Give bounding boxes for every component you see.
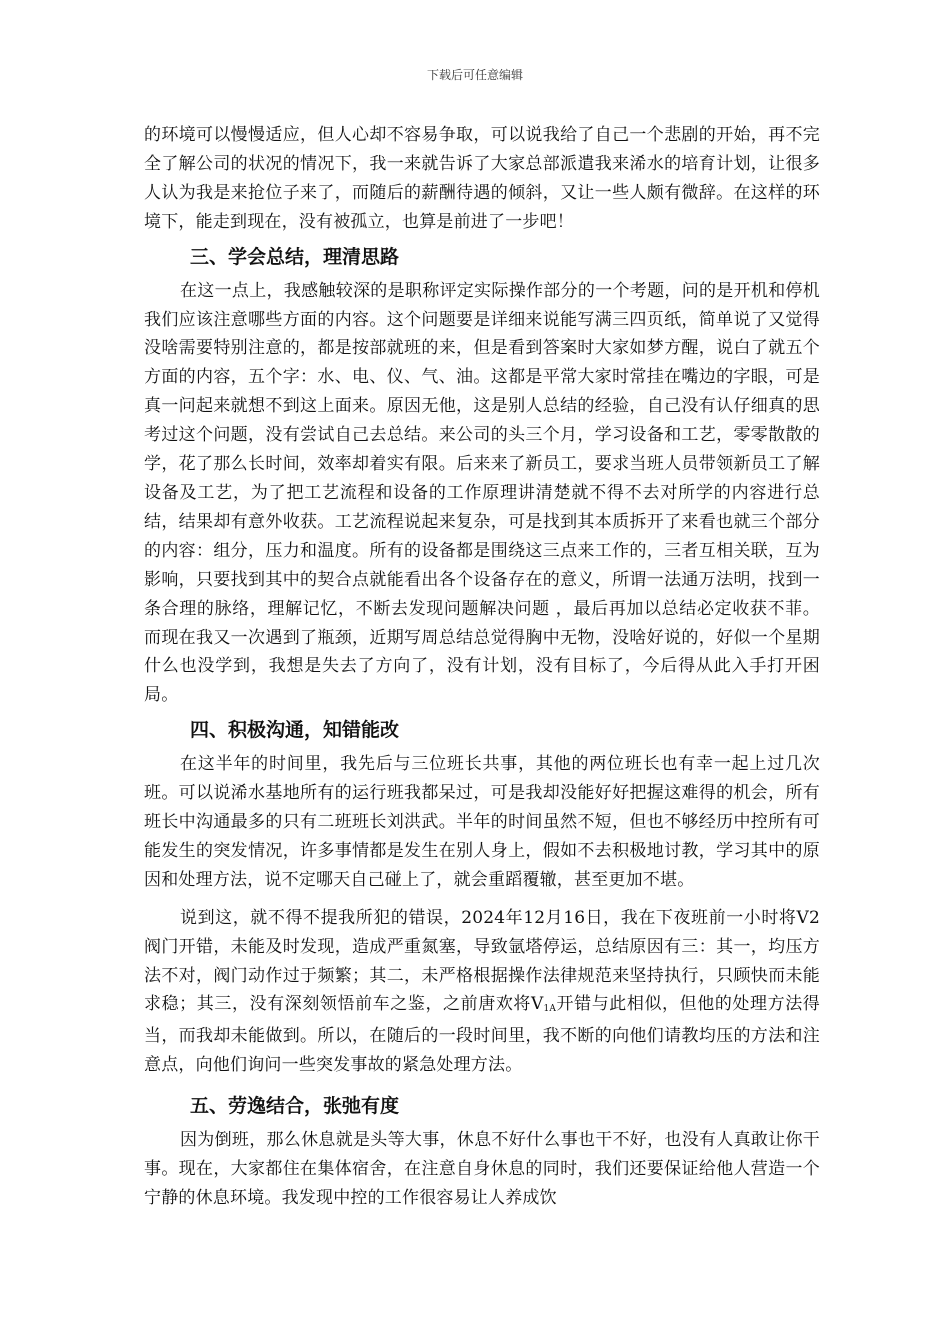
document-body: [144, 121, 820, 1213]
section-heading-5: 五、劳逸结合，张弛有度: [190, 1095, 400, 1118]
paragraph-intro: 的环境可以慢慢适应，但人心却不容易争取，可以说我给了自己一个悲剧的开始，再不完全了解公司的状况的情况下，我一来就告诉了大家总部派遣我来浠水的培育计划，让很多人认为我是来抢位子来了，而随后的薪酬待遇的倾斜，又让一些人颇有微辞。在这样的环境下，能走到现在，没有被孤立，也算是前进了一步吧！: [144, 125, 820, 232]
paragraph-mistake: [144, 904, 820, 1080]
paragraph-rest: 因为倒班，那么休息就是头等大事，休息不好什么事也干不好，也没有人真敢让你干事。现在，大家都住在集体宿舍，在注意自身休息的同时，我们还要保证给他人营造一个宁静的休息环境。我发现中控的工作很容易让人养成饮: [144, 1130, 820, 1208]
mistake-text-part1: 说到这，就不得不提我所犯的错误，2024年12月16日，我在下夜班前一小时将V2阀门开错，未能及时发现，造成严重氮塞，导致氩塔停运，总结原因有三：其一，均压方法不对，阀门动作过于频繁；其二，未严格根据操作法律规范来坚持执行，只顾快而未能求稳；其三，没有深刻领悟前车之鉴，之前唐欢将V: [144, 907, 820, 1015]
mistake-text-part2: 开错与此相似，但他的处理方法得当，而我却未能做到。所以，在随后的一段时间里，我不断的向他们请教均压的方法和注意点，向他们询问一些突发事故的紧急处理方法。: [144, 994, 820, 1076]
paragraph-communication: 在这半年的时间里，我先后与三位班长共事，其他的两位班长也有幸一起上过几次班。可以说浠水基地所有的运行班我都呆过，可是我却没能好好把握这难得的机会，所有班长中沟通最多的只有二班班长刘洪武。半年的时间虽然不短，但也不够经历中控所有可能发生的突发情况，许多事情都是发生在别人身上，假如不去积极地讨教，学习其中的原因和处理方法，说不定哪天自己碰上了，就会重蹈覆辙，甚至更加不堪。: [144, 754, 820, 890]
section-heading-3: 三、学会总结，理清思路: [190, 245, 400, 268]
section-heading-4: 四、积极沟通，知错能改: [190, 719, 400, 742]
paragraph-summary: 在这一点上，我感触较深的是职称评定实际操作部分的一个考题，问的是开机和停机我们应该注意哪些方面的内容。这个问题要是详细来说能写满三四页纸，简单说了又觉得没啥需要特别注意的，都是按部就班的来，但是看到答案时大家如梦方醒，说白了就五个方面的内容，五个字：水、电、仪、气、油。这都是平常大家时常挂在嘴边的字眼，可是真一问起来就想不到这上面来。原因无他，这是别人总结的经验，自己没有认仔细真的思考过这个问题，没有尝试自己去总结。来公司的头三个月，学习设备和工艺，零零散散的学，花了那么长时间，效率却着实有限。后来来了新员工，要求当班人员带领新员工了解设备及工艺，为了把工艺流程和设备的工作原理讲清楚就不得不去对所学的内容进行总结，结果却有意外收获。工艺流程说起来复杂，可是找到其本质拆开了来看也就三个部分的内容：组分，压力和温度。所有的设备都是围绕这三点来工作的，三者互相关联，互为影响，只要找到其中的契合点就能看出各个设备存在的意义，所谓一法通万法明，找到一条合理的脉络，理解记忆，不断去发现问题解决问题 ，最后再加以总结必定收获不菲。而现在我又一次遇到了瓶颈，近期写周总结总觉得胸中无物，没啥好说的，好似一个星期什么也没学到，我想是失去了方向了，没有计划，没有目标了，今后得从此入手打开困局。: [144, 280, 820, 706]
valve-subscript: 1A: [543, 1004, 557, 1015]
page-header: 下载后可任意编辑: [426, 68, 523, 82]
